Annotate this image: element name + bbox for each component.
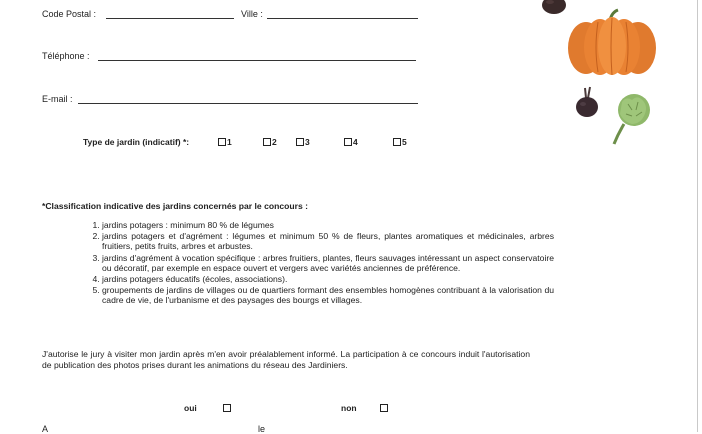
- list-item: 2. jardins potagers et d'agrément : légumes et minimum 50 % de fleurs, plantes aromatiques et médicinales, arbres fruitiers, petits fruits, arbres et arbustes.: [102, 231, 554, 251]
- list-item: 4. jardins potagers éducatifs (écoles, associations).: [102, 274, 554, 284]
- city-field[interactable]: [267, 18, 418, 19]
- list-item: 3. jardins d'agrément à vocation spécifique : arbres fruitiers, plantes, fleurs sauvages intéressant un aspect conservatoire ou décoratif, par exemple en espace ouvert et vergers avec variétés anciennes de préférence.: [102, 253, 554, 273]
- garden-type-option-2[interactable]: 2: [263, 137, 277, 147]
- checkbox-icon: [218, 138, 226, 146]
- page-edge: [697, 0, 698, 432]
- garden-type-option-4[interactable]: 4: [344, 137, 358, 147]
- postal-code-field[interactable]: [106, 18, 234, 19]
- pumpkin-icon: [566, 8, 658, 78]
- checkbox-icon: [296, 138, 304, 146]
- list-item: 5. groupements de jardins de villages ou de quartiers formant des ensembles homogènes contribuant à la valorisation du cadre de vie, de l'urbanisme et des paysages des bourgs et villages.: [102, 285, 554, 305]
- beetroot-icon: [573, 86, 601, 120]
- yes-label: oui: [184, 403, 197, 413]
- authorization-text: J'autorise le jury à visiter mon jardin après m'en avoir préalablement informé. La participation à ce concours induit l'autorisation de publication des photos prises durant les animations du réseau des Jardiniers.: [42, 349, 530, 370]
- email-label: E-mail :: [42, 94, 73, 104]
- garden-type-option-5[interactable]: 5: [393, 137, 407, 147]
- place-label: A: [42, 424, 49, 434]
- classification-list: [78, 220, 554, 307]
- phone-field[interactable]: [98, 60, 416, 61]
- checkbox-icon: [263, 138, 271, 146]
- list-item: 1. jardins potagers : minimum 80 % de légumes: [102, 220, 554, 230]
- yes-checkbox[interactable]: [223, 404, 231, 412]
- email-field[interactable]: [78, 103, 418, 104]
- date-label: le: [258, 424, 266, 434]
- classification-title: *Classification indicative des jardins concernés par le concours :: [42, 201, 309, 211]
- garden-type-option-3[interactable]: 3: [296, 137, 310, 147]
- phone-label: Téléphone :: [42, 51, 90, 61]
- checkbox-icon: [344, 138, 352, 146]
- no-label: non: [341, 403, 357, 413]
- artichoke-icon: [608, 90, 654, 146]
- postal-code-label: Code Postal :: [42, 9, 97, 19]
- checkbox-icon: [393, 138, 401, 146]
- no-checkbox[interactable]: [380, 404, 388, 412]
- garden-type-label: Type de jardin (indicatif) *:: [83, 137, 190, 147]
- city-label: Ville :: [241, 9, 263, 19]
- garden-type-option-1[interactable]: 1: [218, 137, 232, 147]
